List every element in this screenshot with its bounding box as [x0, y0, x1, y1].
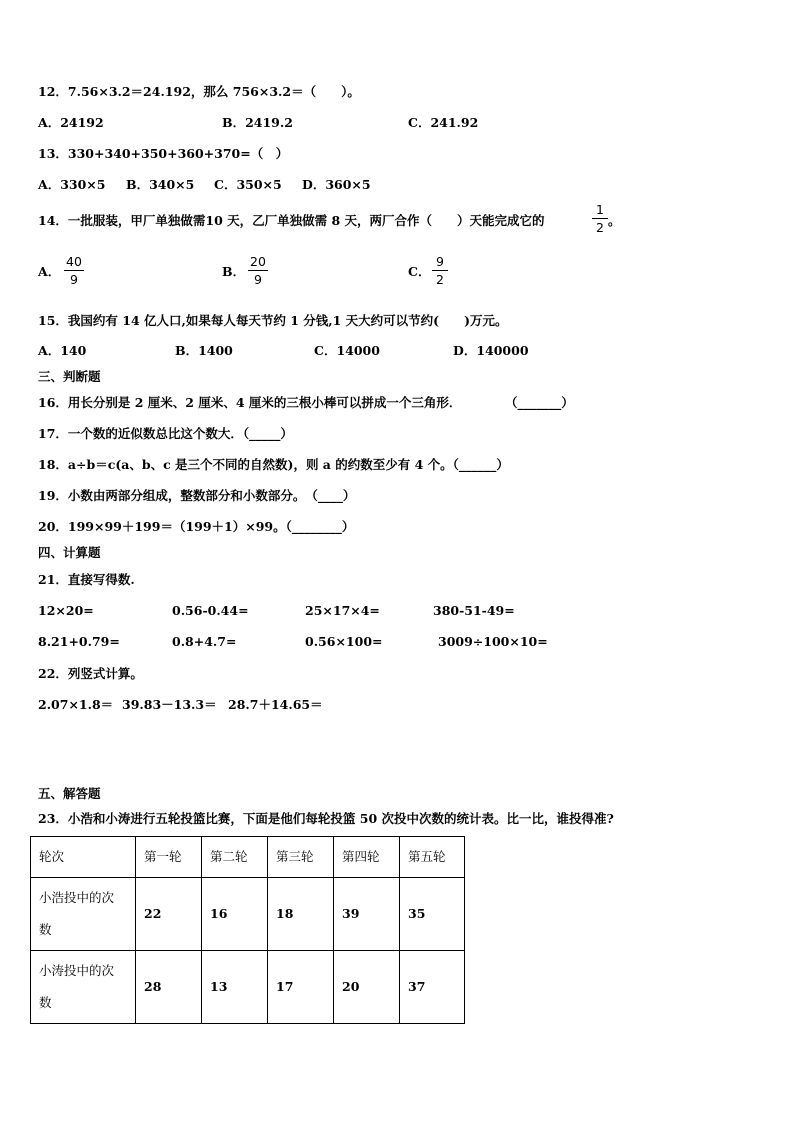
table-cell: 39: [334, 878, 400, 951]
question-17: 17．一个数的近似数总比这个数大．（_____）: [38, 426, 293, 441]
question-13-option-d: D．360×5: [302, 177, 371, 192]
fraction-numerator: 20: [250, 254, 266, 269]
table-header-cell: 轮次: [31, 837, 136, 878]
question-15-option-c: C．14000: [314, 343, 380, 358]
question-14-option-c-label: C．: [408, 264, 431, 279]
table-header-cell: 第二轮: [202, 837, 268, 878]
question-16: 16．用长分别是 2 厘米、2 厘米、4 厘米的三根小棒可以拼成一个三角形．: [38, 395, 462, 410]
question-15-option-b: B．1400: [175, 343, 233, 358]
table-cell: 16: [202, 878, 268, 951]
calc-item: 25×17×4=: [305, 603, 380, 618]
vertical-calc-item: 39.83－13.3＝: [122, 697, 217, 712]
question-12-option-a: A．24192: [38, 115, 104, 130]
fraction-denominator: 9: [254, 272, 262, 287]
question-18: 18．a÷b＝c(a、b、c 是三个不同的自然数)，则 a 的约数至少有 4 个。（______）: [38, 457, 509, 472]
question-12-option-c: C．241.92: [408, 115, 479, 130]
table-row: [31, 951, 465, 1024]
section-answer-title: 五、解答题: [38, 786, 101, 801]
table-cell: 13: [202, 951, 268, 1024]
calc-item: 380-51-49=: [433, 603, 515, 618]
question-13-option-c: C．350×5: [214, 177, 282, 192]
table-row-label: [31, 951, 136, 1024]
calc-item: 12×20=: [38, 603, 94, 618]
table-header-cell: 第四轮: [334, 837, 400, 878]
table-cell: 17: [268, 951, 334, 1024]
question-15-option-d: D．140000: [453, 343, 529, 358]
question-14-option-a-fraction: [64, 254, 84, 287]
question-12-stem: 12．7.56×3.2＝24.192，那么 756×3.2＝（ ）。: [38, 84, 360, 99]
question-12-option-b: B．2419.2: [222, 115, 293, 130]
row-label-line: 小浩投中的次: [39, 890, 115, 905]
fraction-denominator: 2: [436, 272, 444, 287]
table-cell: 22: [136, 878, 202, 951]
section-calculation-title: 四、计算题: [38, 545, 101, 560]
calc-item: 0.56×100=: [305, 634, 383, 649]
fraction-numerator: 1: [596, 202, 604, 217]
question-22-stem: 22．列竖式计算。: [38, 666, 143, 681]
calc-item: 8.21+0.79=: [38, 634, 120, 649]
table-cell: 37: [400, 951, 465, 1024]
question-14-option-c-fraction: [432, 254, 448, 287]
table-cell: 20: [334, 951, 400, 1024]
question-14-stem: 14．一批服装，甲厂单独做需10 天，乙厂单独做需 8 天，两厂合作（ ）天能完成它的: [38, 213, 545, 228]
fraction-denominator: 2: [596, 220, 604, 235]
table-cell: 35: [400, 878, 465, 951]
question-13-option-b: B．340×5: [126, 177, 195, 192]
vertical-calc-item: 28.7＋14.65＝: [228, 697, 323, 712]
question-14-option-a-label: A．: [38, 264, 61, 279]
question-15-stem: 15．我国约有 14 亿人口,如果每人每天节约 1 分钱,1 天大约可以节约( )万元。: [38, 313, 508, 328]
fraction-numerator: 9: [436, 254, 444, 269]
question-13-stem: 13．330+340+350+360+370=（ ）: [38, 146, 289, 161]
table-row-label: [31, 878, 136, 951]
question-13-option-a: A．330×5: [38, 177, 106, 192]
calc-item: 3009÷100×10=: [438, 634, 548, 649]
row-label-line: 数: [39, 922, 52, 937]
question-19: 19．小数由两部分组成，整数部分和小数部分。 （____）: [38, 488, 356, 503]
table-header-cell: 第一轮: [136, 837, 202, 878]
vertical-calc-item: 2.07×1.8＝: [38, 697, 114, 712]
table-cell: 18: [268, 878, 334, 951]
question-23-stem: 23．小浩和小涛进行五轮投篮比赛，下面是他们每轮投篮 50 次投中次数的统计表。比一比，谁投得准?: [38, 811, 614, 826]
row-label-line: 数: [39, 995, 52, 1010]
table-cell: 28: [136, 951, 202, 1024]
table-header-row: [31, 837, 465, 878]
table-header-cell: 第三轮: [268, 837, 334, 878]
question-15-option-a: A．140: [38, 343, 87, 358]
row-label-line: 小涛投中的次: [39, 963, 115, 978]
calc-item: 0.8+4.7=: [172, 634, 237, 649]
fraction-numerator: 40: [66, 254, 82, 269]
question-14-stem-end: 。: [608, 213, 621, 228]
question-16-blank: （_______）: [505, 395, 574, 410]
table-row: [31, 878, 465, 951]
section-judgement-title: 三、判断题: [38, 369, 101, 384]
table-header-cell: 第五轮: [400, 837, 465, 878]
calc-item: 0.56-0.44=: [172, 603, 249, 618]
question-20: 20．199×99＋199＝（199＋1）×99。（________）: [38, 519, 355, 534]
shooting-stats-table: [30, 836, 465, 1024]
question-21-stem: 21．直接写得数.: [38, 572, 135, 587]
question-14-fraction: [592, 202, 608, 235]
question-14-option-b-label: B．: [222, 264, 246, 279]
question-14-option-b-fraction: [248, 254, 268, 287]
fraction-denominator: 9: [70, 272, 78, 287]
